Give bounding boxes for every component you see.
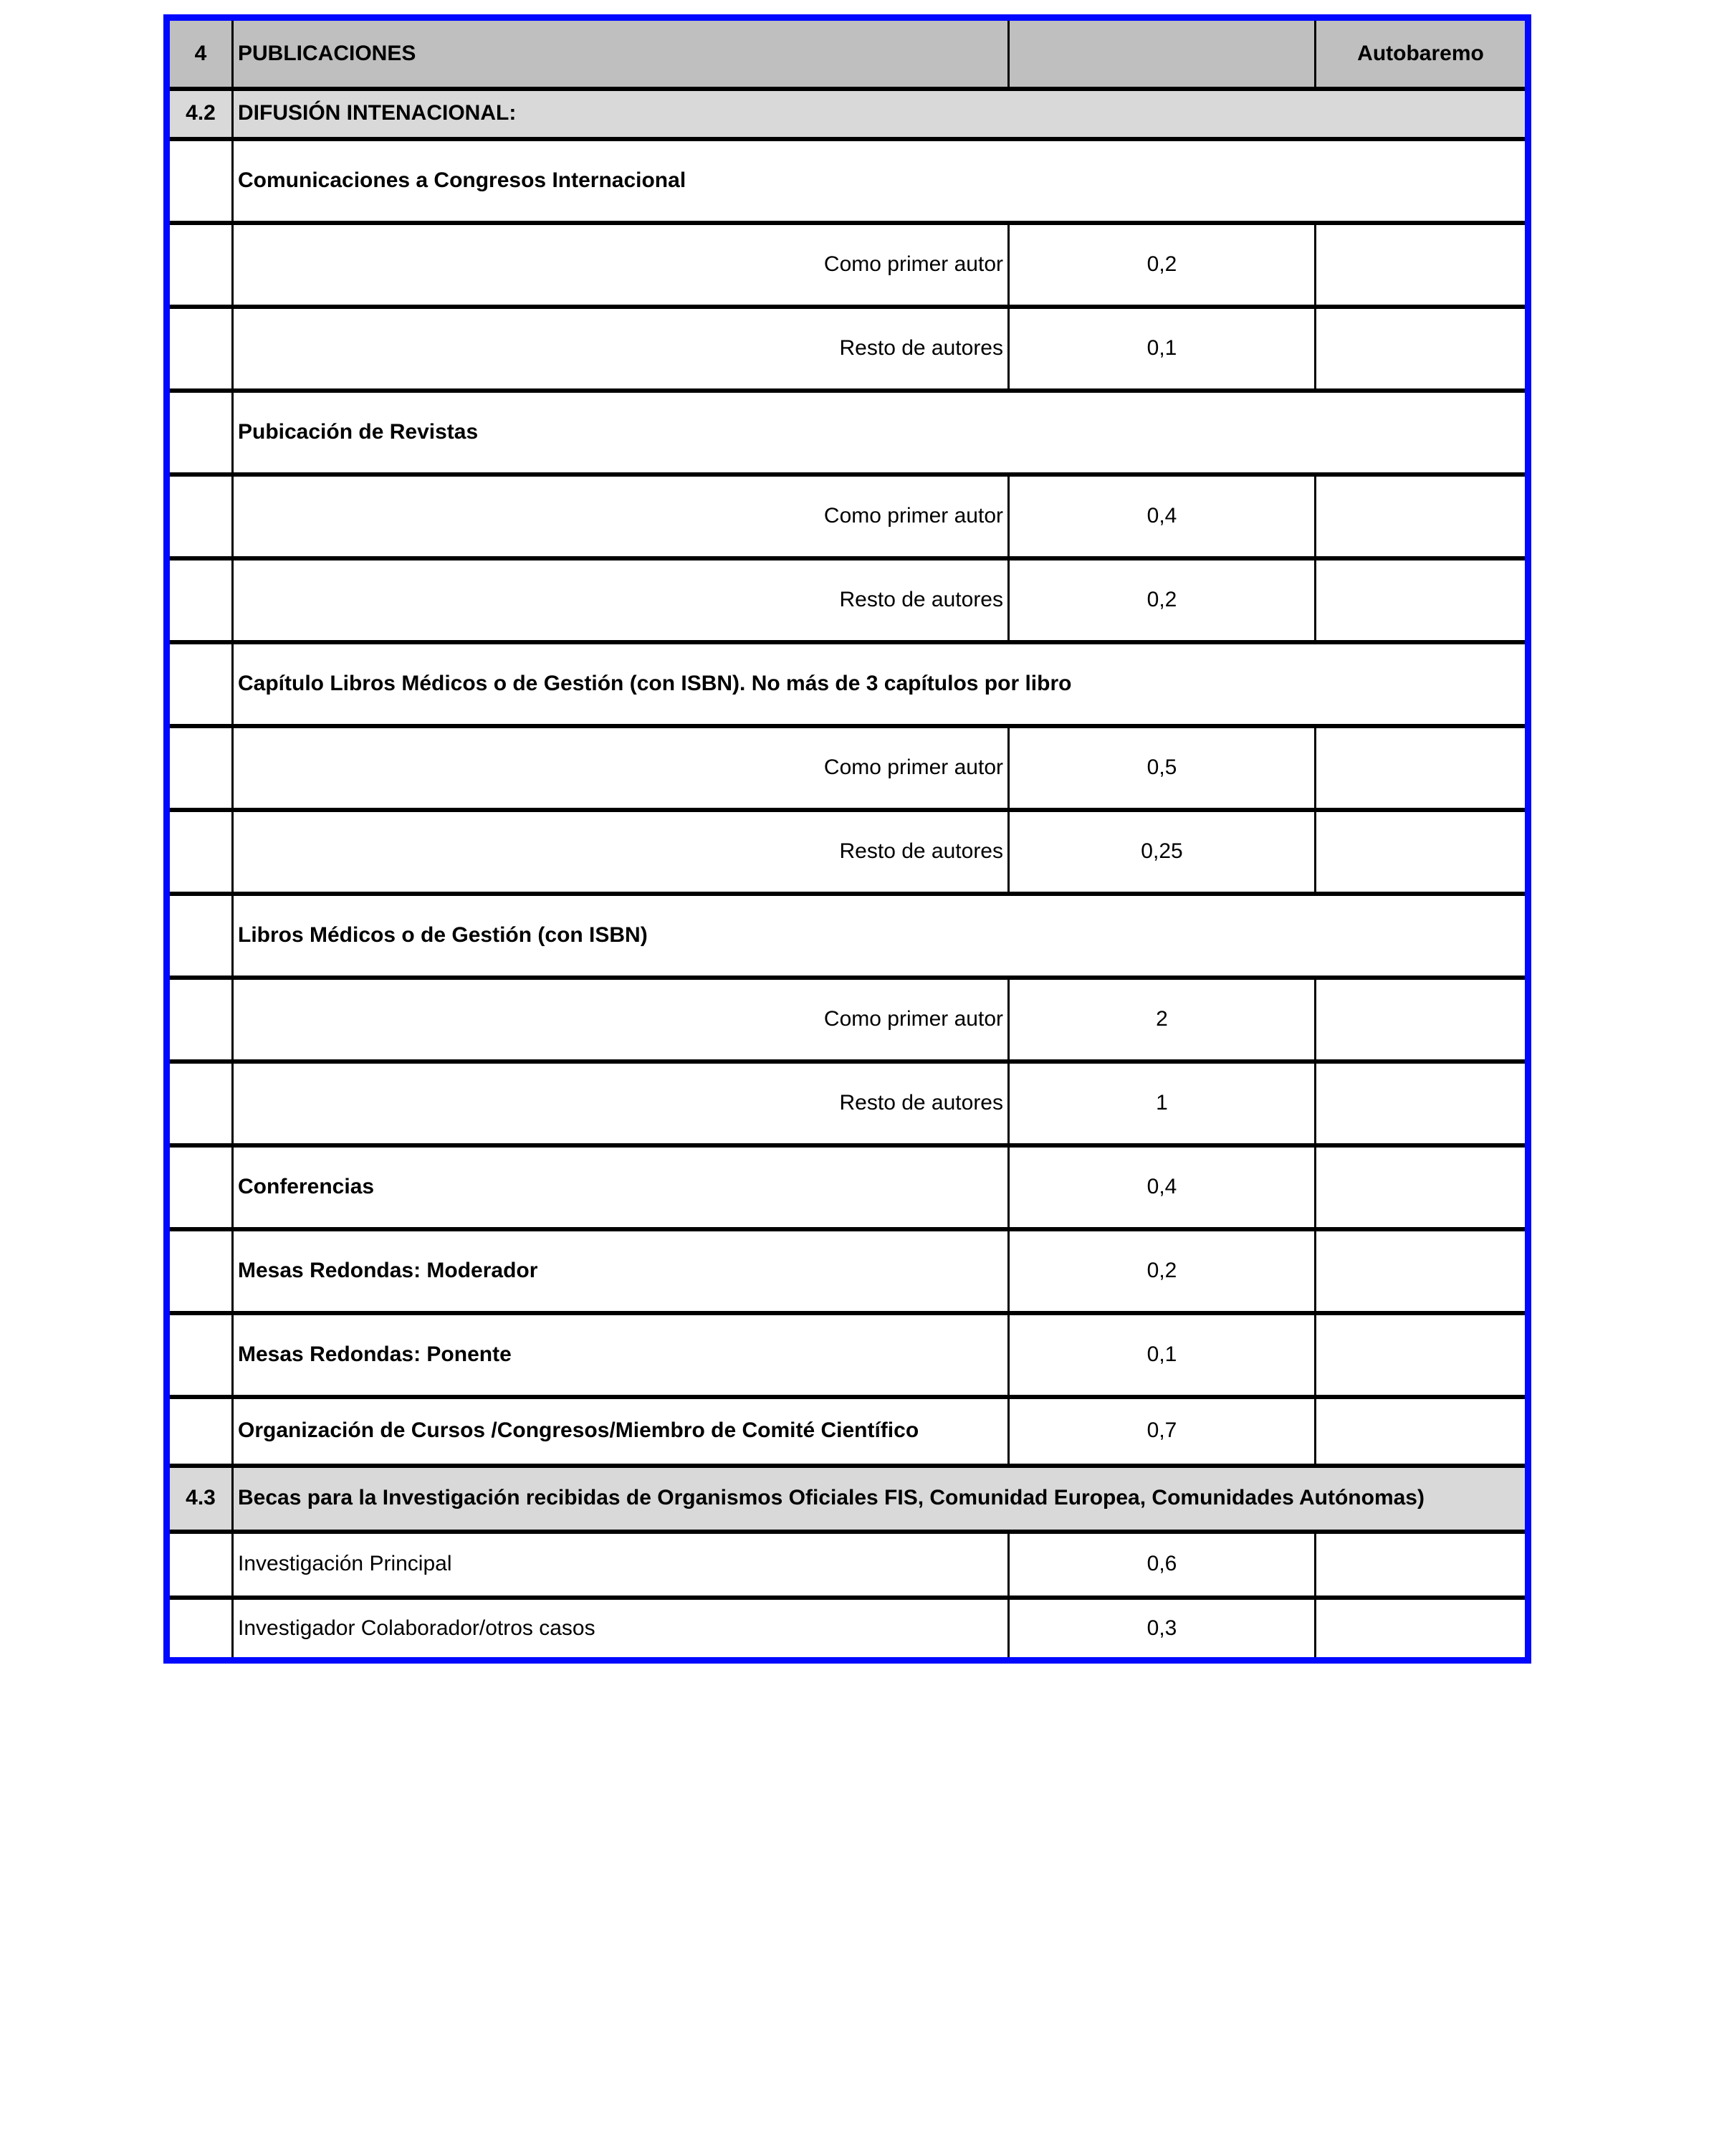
section-number: 4.2 [167,89,233,139]
item-label: Organización de Cursos /Congresos/Miembro de Comité Científico [233,1397,1009,1466]
item-label: Como primer autor [233,726,1009,810]
table-row [167,1313,1528,1397]
table-row [167,474,1528,558]
subsection-row [167,391,1528,474]
header-item-number: 4 [167,18,233,89]
table-row [167,558,1528,642]
autobaremo-input-cell[interactable] [1316,1532,1528,1598]
item-value: 0,7 [1009,1397,1316,1466]
subsection-title: Capítulo Libros Médicos o de Gestión (con ISBN). No más de 3 capítulos por libro [233,642,1528,726]
section-title: DIFUSIÓN INTENACIONAL: [233,89,1528,139]
subsection-row [167,642,1528,726]
item-number-cell [167,1313,233,1397]
section-title: Becas para la Investigación recibidas de Organismos Oficiales FIS, Comunidad Europea, Comunidades Autónomas) [233,1466,1528,1532]
item-number-cell [167,726,233,810]
item-number-cell [167,558,233,642]
autobaremo-input-cell[interactable] [1316,1598,1528,1661]
autobaremo-input-cell[interactable] [1316,223,1528,307]
header-title: PUBLICACIONES [233,18,1009,89]
item-value: 0,25 [1009,810,1316,894]
table-row [167,307,1528,391]
item-value: 0,1 [1009,1313,1316,1397]
item-value: 2 [1009,978,1316,1062]
autobaremo-input-cell[interactable] [1316,978,1528,1062]
header-autobaremo: Autobaremo [1316,18,1528,89]
item-number-cell [167,1397,233,1466]
item-value: 0,4 [1009,1145,1316,1229]
table-row [167,223,1528,307]
table-row [167,1598,1528,1661]
subsection-title: Comunicaciones a Congresos Internacional [233,139,1528,223]
section-number: 4.3 [167,1466,233,1532]
item-number-cell [167,894,233,978]
autobaremo-input-cell[interactable] [1316,1229,1528,1313]
item-value: 0,4 [1009,474,1316,558]
item-label: Resto de autores [233,307,1009,391]
item-label: Mesas Redondas: Moderador [233,1229,1009,1313]
section-row-4-2 [167,89,1528,139]
autobaremo-input-cell[interactable] [1316,726,1528,810]
table-row [167,1229,1528,1313]
header-spacer-cell [1009,18,1316,89]
item-value: 0,6 [1009,1532,1316,1598]
item-value: 0,2 [1009,1229,1316,1313]
item-number-cell [167,474,233,558]
table-row [167,978,1528,1062]
subsection-row [167,139,1528,223]
item-value: 0,3 [1009,1598,1316,1661]
section-row-4-3 [167,1466,1528,1532]
item-value: 0,1 [1009,307,1316,391]
table-row [167,1062,1528,1145]
autobaremo-input-cell[interactable] [1316,1397,1528,1466]
table-row [167,1532,1528,1598]
autobaremo-input-cell[interactable] [1316,307,1528,391]
item-label: Investigador Colaborador/otros casos [233,1598,1009,1661]
item-label: Como primer autor [233,223,1009,307]
table-row [167,810,1528,894]
item-number-cell [167,1532,233,1598]
item-number-cell [167,139,233,223]
item-number-cell [167,642,233,726]
item-value: 1 [1009,1062,1316,1145]
item-label: Resto de autores [233,558,1009,642]
subsection-row [167,894,1528,978]
autobaremo-input-cell[interactable] [1316,810,1528,894]
item-number-cell [167,978,233,1062]
item-number-cell [167,1598,233,1661]
table-row [167,1397,1528,1466]
subsection-title: Pubicación de Revistas [233,391,1528,474]
baremo-table [163,14,1531,1664]
table-header-row [167,18,1528,89]
item-value: 0,2 [1009,223,1316,307]
item-number-cell [167,1145,233,1229]
item-label: Investigación Principal [233,1532,1009,1598]
autobaremo-input-cell[interactable] [1316,474,1528,558]
subsection-title: Libros Médicos o de Gestión (con ISBN) [233,894,1528,978]
item-number-cell [167,810,233,894]
item-value: 0,2 [1009,558,1316,642]
item-number-cell [167,1062,233,1145]
item-number-cell [167,391,233,474]
item-label: Resto de autores [233,810,1009,894]
item-number-cell [167,1229,233,1313]
item-number-cell [167,307,233,391]
autobaremo-input-cell[interactable] [1316,1145,1528,1229]
item-label: Mesas Redondas: Ponente [233,1313,1009,1397]
item-label: Conferencias [233,1145,1009,1229]
item-label: Resto de autores [233,1062,1009,1145]
item-label: Como primer autor [233,978,1009,1062]
item-value: 0,5 [1009,726,1316,810]
item-label: Como primer autor [233,474,1009,558]
autobaremo-input-cell[interactable] [1316,558,1528,642]
item-number-cell [167,223,233,307]
table-row [167,726,1528,810]
autobaremo-input-cell[interactable] [1316,1062,1528,1145]
table-row [167,1145,1528,1229]
autobaremo-input-cell[interactable] [1316,1313,1528,1397]
